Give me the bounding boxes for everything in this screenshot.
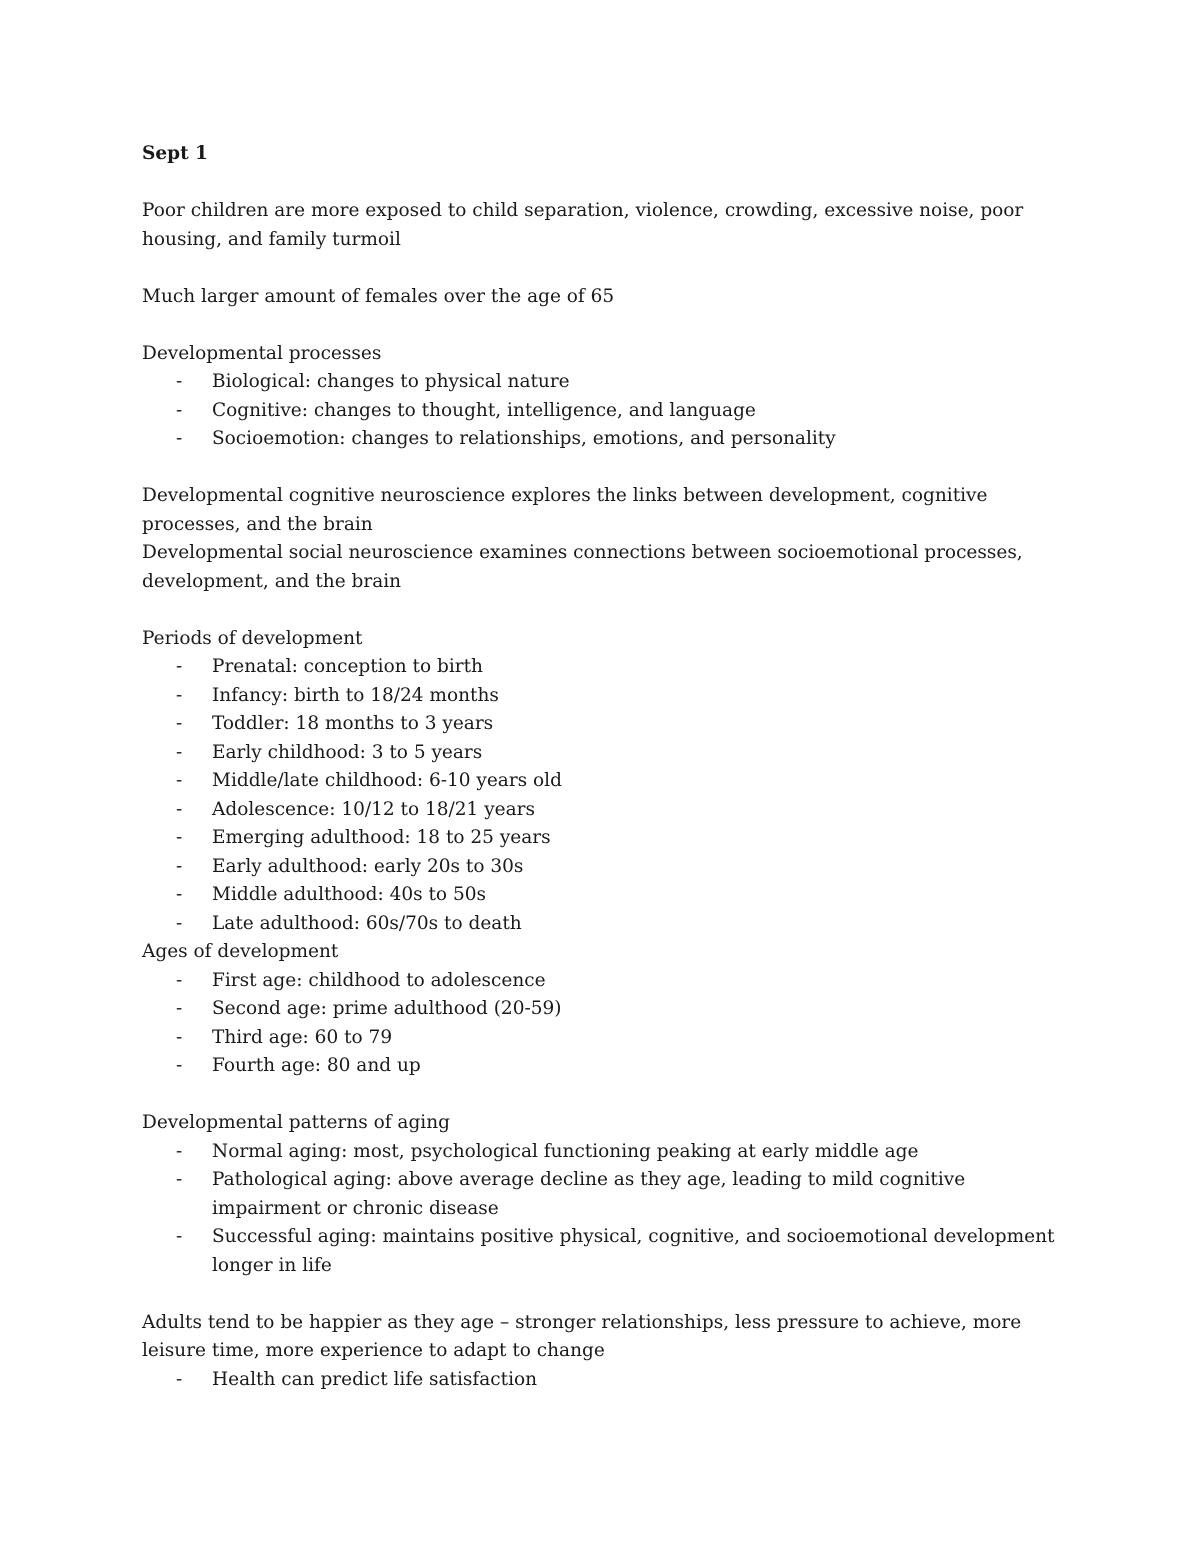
- dash-bullet: -: [176, 1055, 183, 1076]
- dash-bullet: -: [176, 741, 183, 763]
- dash-bullet: -: [176, 912, 183, 934]
- list-patterns-of-aging: [142, 1138, 1062, 1281]
- list-item-text: Normal aging: most, psychological functioning peaking at early middle age: [212, 1140, 919, 1162]
- spacer: [142, 254, 1062, 283]
- list-item: [142, 1052, 1062, 1081]
- list-item-text: Pathological aging: above average decline as they age, leading to mild cognitive impairment or chronic disease: [212, 1169, 966, 1219]
- paragraph-poverty: Poor children are more exposed to child separation, violence, crowding, excessive noise, poor housing, and family turmoil: [142, 200, 1024, 250]
- paragraph-social-neuroscience: Developmental social neuroscience examines connections between socioemotional processes, development, and the brain: [142, 542, 1023, 592]
- list-item-text: Early adulthood: early 20s to 30s: [212, 855, 524, 877]
- spacer: [142, 311, 1062, 340]
- dash-bullet: -: [176, 428, 183, 449]
- list-item: [142, 1223, 1062, 1280]
- dash-bullet: -: [176, 684, 183, 706]
- list-item: [142, 397, 1062, 426]
- list-item-text: Fourth age: 80 and up: [212, 1055, 421, 1076]
- spacer: [142, 1280, 1062, 1309]
- list-item-text: Toddler: 18 months to 3 years: [212, 713, 494, 734]
- document-page: [142, 140, 1062, 1394]
- list-item: [142, 853, 1062, 882]
- list-item: [142, 824, 1062, 853]
- spacer: [142, 596, 1062, 625]
- dash-bullet: -: [176, 969, 183, 991]
- list-item: [142, 910, 1062, 939]
- list-item: [142, 1138, 1062, 1167]
- dash-bullet: -: [176, 656, 183, 677]
- list-item-text: First age: childhood to adolescence: [212, 969, 546, 991]
- list-item-text: Emerging adulthood: 18 to 25 years: [212, 827, 551, 848]
- heading-developmental-processes: Developmental processes: [142, 342, 382, 364]
- dash-bullet: -: [176, 855, 183, 877]
- list-item: [142, 710, 1062, 739]
- list-item: [142, 425, 1062, 454]
- dash-bullet: -: [176, 770, 183, 791]
- list-periods-of-development: [142, 653, 1062, 938]
- list-item-text: Adolescence: 10/12 to 18/21 years: [212, 798, 535, 820]
- list-item-text: Third age: 60 to 79: [212, 1026, 393, 1048]
- dash-bullet: -: [176, 1169, 183, 1190]
- heading-ages-of-development: Ages of development: [142, 941, 339, 962]
- heading-patterns-of-aging: Developmental patterns of aging: [142, 1112, 450, 1133]
- paragraph-cognitive-neuroscience: Developmental cognitive neuroscience explores the links between development, cognitive processes, and the brain: [142, 485, 988, 535]
- list-item-text: Middle adulthood: 40s to 50s: [212, 884, 486, 905]
- dash-bullet: -: [176, 1140, 183, 1162]
- list-item: [142, 653, 1062, 682]
- dash-bullet: -: [176, 798, 183, 820]
- list-item: [142, 881, 1062, 910]
- list-item-text: Early childhood: 3 to 5 years: [212, 741, 483, 763]
- list-ages-of-development: [142, 967, 1062, 1081]
- dash-bullet: -: [176, 371, 183, 392]
- list-item: [142, 995, 1062, 1024]
- dash-bullet: -: [176, 1226, 183, 1247]
- paragraph-females: Much larger amount of females over the age of 65: [142, 285, 615, 307]
- dash-bullet: -: [176, 827, 183, 848]
- list-item-text: Second age: prime adulthood (20-59): [212, 998, 562, 1019]
- dash-bullet: -: [176, 713, 183, 734]
- list-item-text: Prenatal: conception to birth: [212, 656, 483, 677]
- list-item: [142, 1166, 1062, 1223]
- list-item: [142, 368, 1062, 397]
- list-item-text: Cognitive: changes to thought, intelligence, and language: [212, 399, 756, 421]
- list-item: [142, 967, 1062, 996]
- list-item: [142, 767, 1062, 796]
- list-item: [142, 739, 1062, 768]
- dash-bullet: -: [176, 884, 183, 905]
- list-item: [142, 796, 1062, 825]
- list-item-text: Biological: changes to physical nature: [212, 371, 570, 392]
- spacer: [142, 169, 1062, 198]
- list-item-text: Successful aging: maintains positive physical, cognitive, and socioemotional development longer in life: [212, 1226, 1055, 1276]
- dash-bullet: -: [176, 1026, 183, 1048]
- list-item: [142, 1366, 1062, 1395]
- paragraph-happier-with-age: Adults tend to be happier as they age – stronger relationships, less pressure to achieve, more leisure time, more experience to adapt to change: [142, 1311, 1022, 1361]
- list-developmental-processes: [142, 368, 1062, 454]
- dash-bullet: -: [176, 998, 183, 1019]
- list-item: [142, 682, 1062, 711]
- spacer: [142, 1081, 1062, 1110]
- heading-periods-of-development: Periods of development: [142, 627, 363, 649]
- list-item-text: Socioemotion: changes to relationships, emotions, and personality: [212, 428, 836, 449]
- list-item-text: Infancy: birth to 18/24 months: [212, 684, 499, 706]
- list-item-text: Middle/late childhood: 6-10 years old: [212, 770, 562, 791]
- list-item: [142, 1024, 1062, 1053]
- list-item-text: Health can predict life satisfaction: [212, 1368, 538, 1390]
- spacer: [142, 454, 1062, 483]
- dash-bullet: -: [176, 399, 183, 421]
- list-happiness: [142, 1366, 1062, 1395]
- list-item-text: Late adulthood: 60s/70s to death: [212, 912, 522, 934]
- page-title: Sept 1: [142, 143, 208, 164]
- dash-bullet: -: [176, 1368, 183, 1390]
